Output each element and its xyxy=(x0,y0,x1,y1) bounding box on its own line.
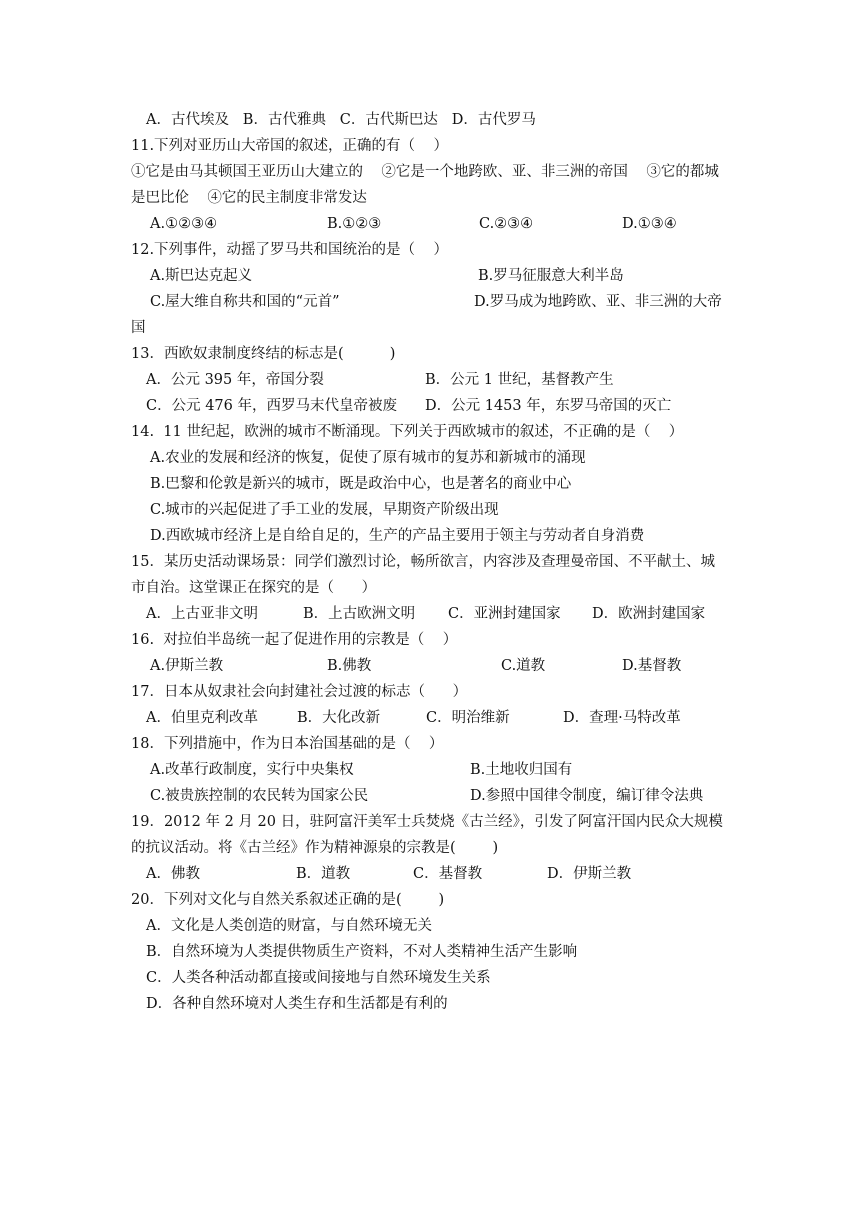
q11-option-d: D.①③④ xyxy=(622,216,677,232)
q13-option-c: C．公元 476 年，西罗马末代皇帝被废 xyxy=(146,398,397,414)
q17-stem: 17．日本从奴隶社会向封建社会过渡的标志（ ） xyxy=(131,684,468,700)
q12-option-d-cont: 国 xyxy=(131,320,146,336)
q18-option-a: A.改革行政制度，实行中央集权 xyxy=(150,762,354,778)
q20-option-a: A．文化是人类创造的财富，与自然环境无关 xyxy=(146,918,432,934)
q17-option-d: D．查理·马特改革 xyxy=(563,710,681,726)
q12-option-b: B.罗马征服意大利半岛 xyxy=(478,268,624,284)
q19-option-c: C．基督教 xyxy=(413,866,483,882)
q16-option-a: A.伊斯兰教 xyxy=(150,658,224,674)
q17-option-a: A．伯里克利改革 xyxy=(146,710,258,726)
q11-stem: 11.下列对亚历山大帝国的叙述，正确的有（ ） xyxy=(131,138,448,154)
q15-option-d: D．欧洲封建国家 xyxy=(592,606,706,622)
q16-option-d: D.基督教 xyxy=(622,658,682,674)
q15-option-c: C．亚洲封建国家 xyxy=(448,606,561,622)
q11-option-a: A.①②③④ xyxy=(150,216,218,232)
q18-option-c: C.被贵族控制的农民转为国家公民 xyxy=(150,788,369,804)
q14-stem: 14. 11 世纪起，欧洲的城市不断涌现。下列关于西欧城市的叙述，不正确的是（ ） xyxy=(131,424,684,440)
q19-option-a: A．佛教 xyxy=(146,866,200,882)
q18-option-d: D.参照中国律令制度，编订律令法典 xyxy=(470,788,704,804)
q20-option-d: D．各种自然环境对人类生存和生活都是有利的 xyxy=(146,996,448,1012)
q13-stem: 13．西欧奴隶制度终结的标志是( ) xyxy=(131,346,396,362)
q15-option-b: B．上古欧洲文明 xyxy=(303,606,416,622)
q13-option-b: B．公元 1 世纪，基督教产生 xyxy=(425,372,614,388)
q18-stem: 18．下列措施中，作为日本治国基础的是（ ） xyxy=(131,736,444,752)
q17-option-b: B．大化改新 xyxy=(297,710,381,726)
q14-option-a: A.农业的发展和经济的恢复，促使了原有城市的复苏和新城市的涌现 xyxy=(150,450,586,466)
q20-option-c: C．人类各种活动都直接或间接地与自然环境发生关系 xyxy=(146,970,491,986)
q19-option-d: D．伊斯兰教 xyxy=(547,866,632,882)
q20-option-b: B．自然环境为人类提供物质生产资料，不对人类精神生活产生影响 xyxy=(146,944,578,960)
q11-statements-line1: ①它是由马其顿国王亚历山大建立的 ②它是一个地跨欧、亚、非三洲的帝国 ③它的都城 xyxy=(131,164,719,180)
q19-stem-line2: 的抗议活动。将《古兰经》作为精神源泉的宗教是( ) xyxy=(131,840,499,856)
q15-stem-line1: 15．某历史活动课场景：同学们激烈讨论，畅所欲言，内容涉及查理曼帝国、不平献土、城 xyxy=(131,554,715,570)
q13-option-a: A．公元 395 年，帝国分裂 xyxy=(146,372,324,388)
q15-stem-line2: 市自治。这堂课正在探究的是（ ） xyxy=(131,580,377,596)
q19-stem-line1: 19．2012 年 2 月 20 日，驻阿富汗美军士兵焚烧《古兰经》，引发了阿富汗国内民众大规模 xyxy=(131,814,723,830)
q11-option-b: B.①②③ xyxy=(327,216,382,232)
q18-option-b: B.土地收归国有 xyxy=(470,762,573,778)
q20-stem: 20．下列对文化与自然关系叙述正确的是( ) xyxy=(131,892,445,908)
q14-option-d: D.西欧城市经济上是自给自足的，生产的产品主要用于领主与劳动者自身消费 xyxy=(150,528,645,544)
q10-options: A．古代埃及 B．古代雅典 C．古代斯巴达 D．古代罗马 xyxy=(146,112,536,128)
q16-option-c: C.道教 xyxy=(501,658,546,674)
q15-option-a: A．上古亚非文明 xyxy=(146,606,258,622)
q17-option-c: C．明治维新 xyxy=(426,710,510,726)
q12-stem: 12.下列事件，动摇了罗马共和国统治的是（ ） xyxy=(131,242,448,258)
q14-option-b: B.巴黎和伦敦是新兴的城市，既是政治中心，也是著名的商业中心 xyxy=(150,476,572,492)
q16-option-b: B.佛教 xyxy=(327,658,372,674)
q12-option-c: C.屋大维自称共和国的“元首” xyxy=(150,294,340,310)
q14-option-c: C.城市的兴起促进了手工业的发展，早期资产阶级出现 xyxy=(150,502,499,518)
q11-option-c: C.②③④ xyxy=(479,216,534,232)
q13-option-d: D．公元 1453 年，东罗马帝国的灭亡 xyxy=(425,398,672,414)
q12-option-a: A.斯巴达克起义 xyxy=(150,268,253,284)
q12-option-d: D.罗马成为地跨欧、亚、非三洲的大帝 xyxy=(474,294,722,310)
q11-statements-line2: 是巴比伦 ④它的民主制度非常发达 xyxy=(131,190,367,206)
q19-option-b: B．道教 xyxy=(296,866,351,882)
q16-stem: 16. 对拉伯半岛统一起了促进作用的宗教是（ ） xyxy=(131,632,458,648)
